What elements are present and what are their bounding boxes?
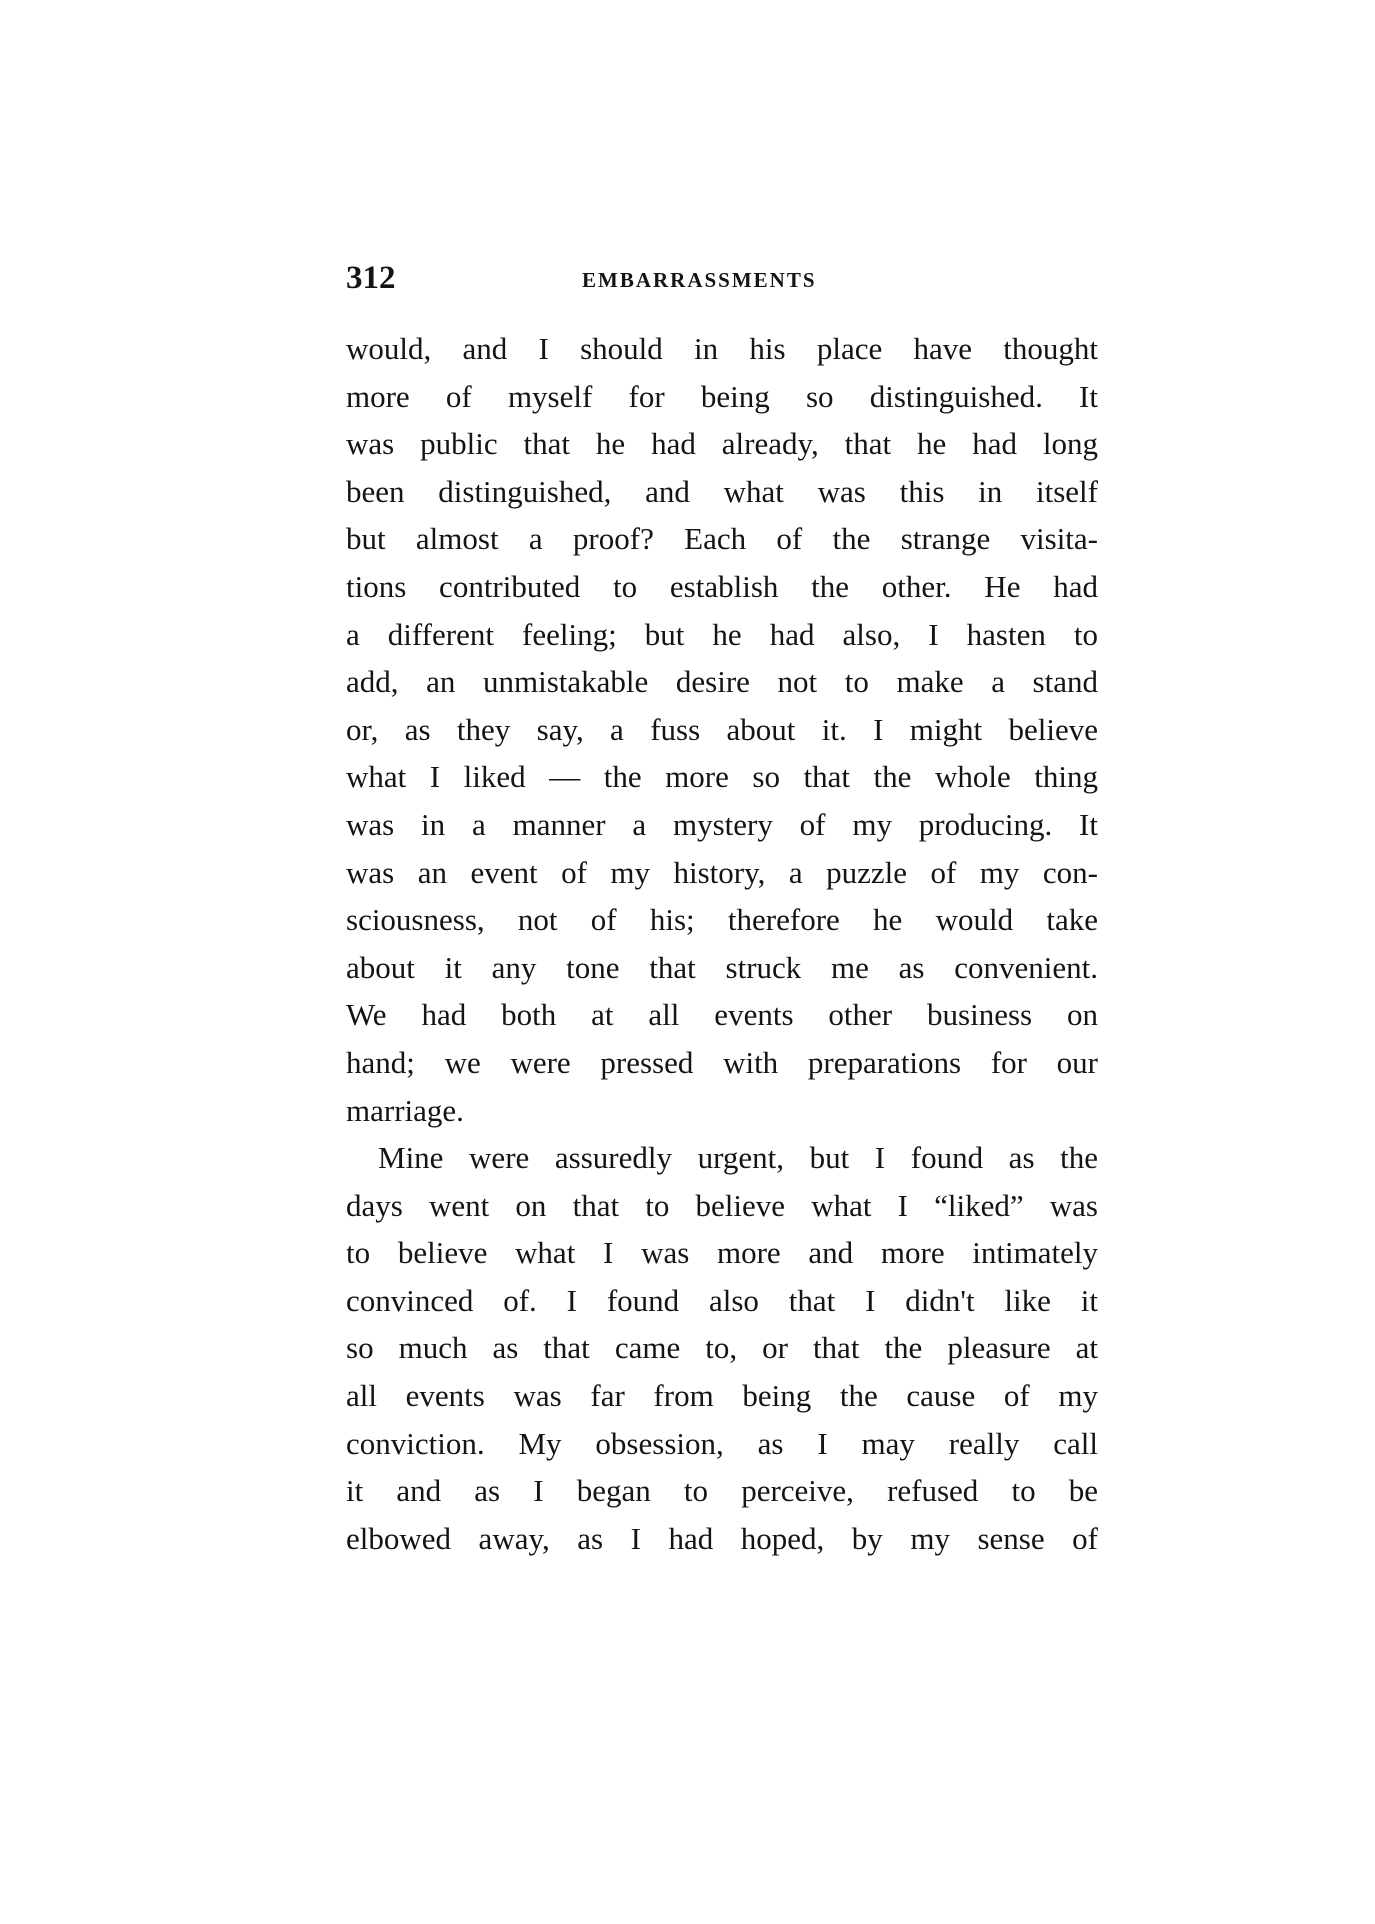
running-head: EMBARRASSMENTS [582,268,817,292]
text-line: was in a manner a mystery of my producing. It [346,806,1098,842]
text-line: elbowed away, as I had hoped, by my sense of [346,1520,1098,1556]
text-line: about it any tone that struck me as convenient. [346,949,1098,985]
text-line: hand; we were pressed with preparations for our [346,1044,1098,1080]
text-line: more of myself for being so distinguished. It [346,378,1098,414]
text-line: so much as that came to, or that the pleasure at [346,1330,1098,1366]
text-line: tions contributed to establish the other. He had [346,568,1098,604]
text-line: been distinguished, and what was this in itself [346,473,1098,509]
body-text [346,325,1098,1562]
text-line: add, an unmistakable desire not to make a stand [346,664,1098,700]
text-line: days went on that to believe what I “liked” was [346,1187,1098,1223]
page-number: 312 [346,260,396,296]
text-line: was public that he had already, that he had long [346,426,1098,462]
text-line: would, and I should in his place have thought [346,331,1098,366]
text-line: it and as I began to perceive, refused to be [346,1473,1098,1509]
paragraph-end-line: marriage. [346,1092,464,1128]
text-line: convinced of. I found also that I didn't like it [346,1282,1098,1318]
text-line: sciousness, not of his; therefore he would take [346,902,1098,938]
text-line: to believe what I was more and more intimately [346,1235,1098,1271]
text-line: what I liked — the more so that the whole thing [346,759,1098,795]
text-line: conviction. My obsession, as I may really call [346,1425,1098,1461]
paragraph-start-line: Mine were assuredly urgent, but I found as the [378,1140,1098,1176]
text-line: was an event of my history, a puzzle of my con- [346,854,1098,890]
text-line: all events was far from being the cause of my [346,1378,1098,1414]
text-line: We had both at all events other business on [346,997,1098,1033]
text-line: a different feeling; but he had also, I hasten to [346,616,1098,652]
text-line: or, as they say, a fuss about it. I might believe [346,711,1098,747]
text-line: but almost a proof? Each of the strange visita- [346,521,1098,557]
page-header [346,258,1098,298]
